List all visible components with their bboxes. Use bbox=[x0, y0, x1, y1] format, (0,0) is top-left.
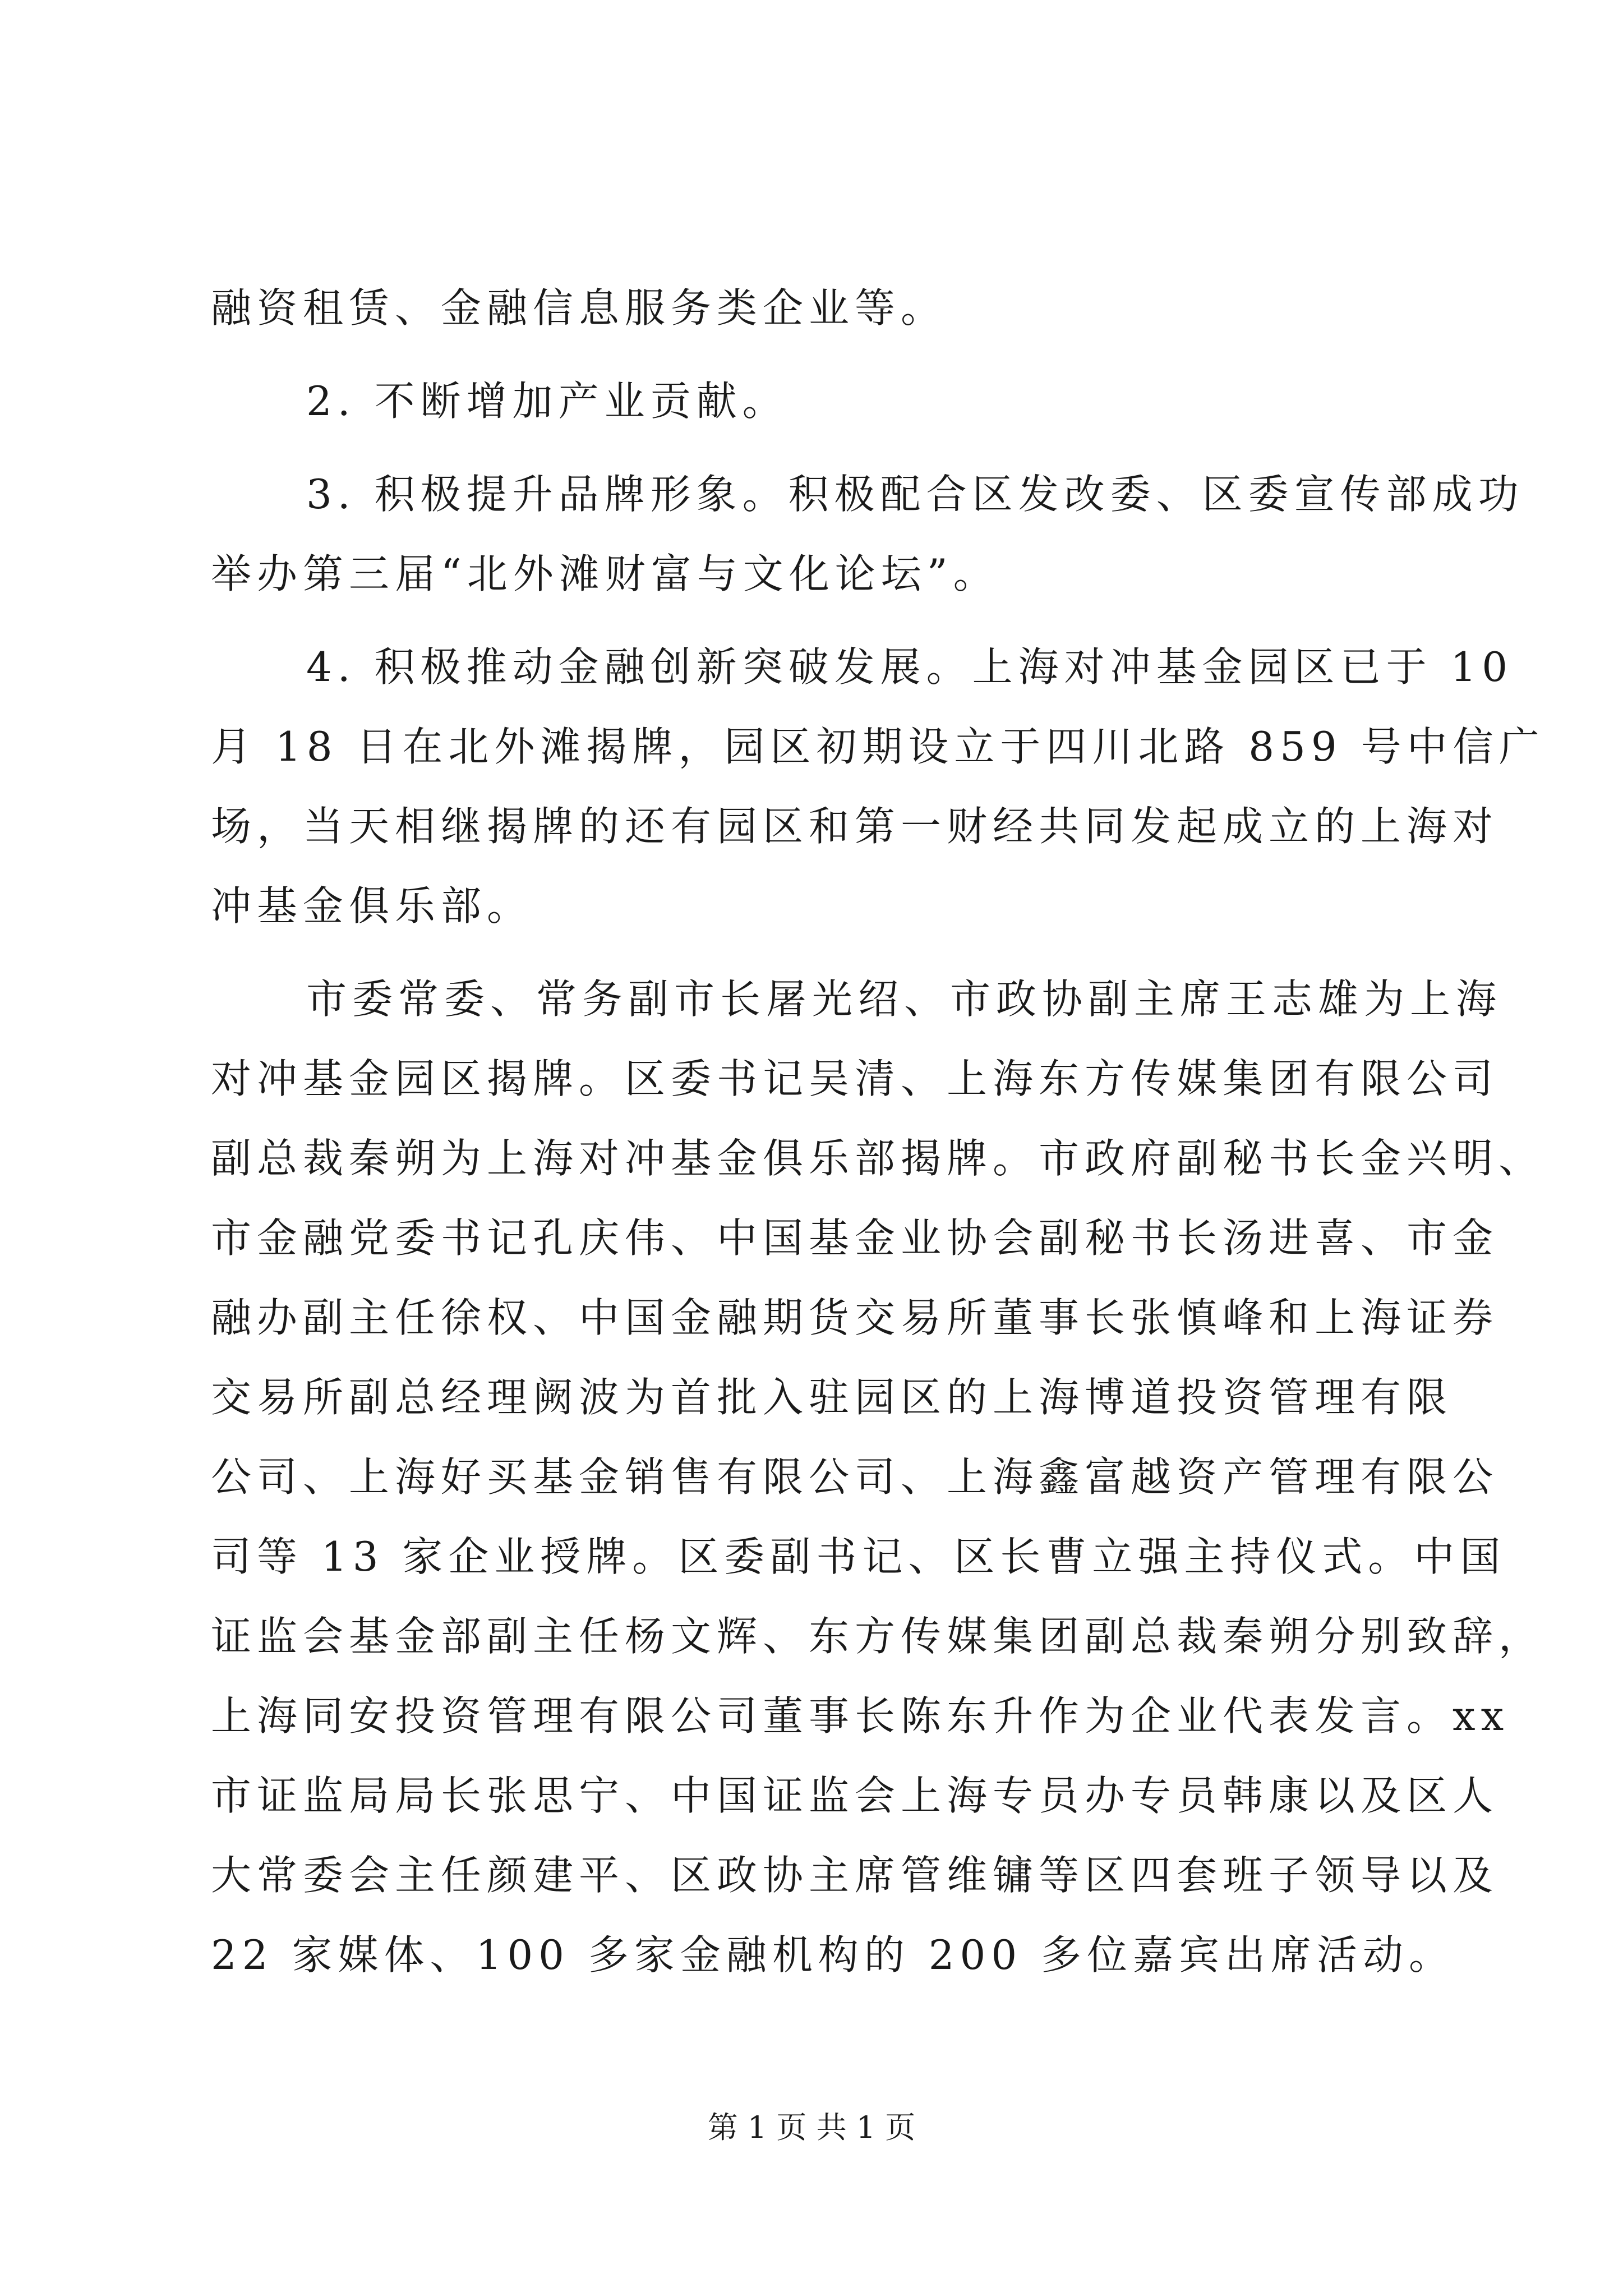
text-line: 3. 积极提升品牌形象。积极配合区发改委、区委宣传部成功 bbox=[306, 471, 1524, 518]
text-line: 融资租赁、金融信息服务类企业等。 bbox=[211, 284, 947, 332]
text-line: 证监会基金部副主任杨文辉、东方传媒集团副总裁秦朔分别致辞， bbox=[211, 1613, 1545, 1660]
page-number-label: 第 1 页 共 1 页 bbox=[707, 2110, 916, 2145]
text-line: 对冲基金园区揭牌。区委书记吴清、上海东方传媒集团有限公司 bbox=[211, 1055, 1499, 1102]
text-line: 市证监局局长张思宁、中国证监会上海专员办专员韩康以及区人 bbox=[211, 1772, 1499, 1819]
text-line: 上海同安投资管理有限公司董事长陈东升作为企业代表发言。xx bbox=[211, 1692, 1510, 1740]
text-line: 月 18 日在北外滩揭牌，园区初期设立于四川北路 859 号中信广 bbox=[211, 723, 1545, 770]
text-line: 公司、上海好买基金销售有限公司、上海鑫富越资产管理有限公 bbox=[211, 1453, 1499, 1501]
text-line: 冲基金俱乐部。 bbox=[211, 882, 533, 930]
body-text bbox=[211, 268, 1545, 1995]
text-line: 融办副主任徐权、中国金融期货交易所董事长张慎峰和上海证券 bbox=[211, 1294, 1499, 1341]
text-line: 场，当天相继揭牌的还有园区和第一财经共同发起成立的上海对 bbox=[211, 803, 1499, 850]
text-line: 大常委会主任颜建平、区政协主席管维镛等区四套班子领导以及 bbox=[211, 1852, 1499, 1899]
text-line: 司等 13 家企业授牌。区委副书记、区长曹立强主持仪式。中国 bbox=[211, 1533, 1506, 1580]
text-line: 4. 积极推动金融创新突破发展。上海对冲基金园区已于 10 bbox=[306, 643, 1514, 691]
text-line: 举办第三届“北外滩财富与文化论坛”。 bbox=[211, 550, 999, 597]
text-line: 副总裁秦朔为上海对冲基金俱乐部揭牌。市政府副秘书长金兴明、 bbox=[211, 1135, 1545, 1182]
text-line: 市委常委、常务副市长屠光绍、市政协副主席王志雄为上海 bbox=[306, 976, 1502, 1023]
page-footer bbox=[0, 2104, 1623, 2147]
text-line: 交易所副总经理阙波为首批入驻园区的上海博道投资管理有限 bbox=[211, 1374, 1453, 1421]
text-line: 2. 不断增加产业贡献。 bbox=[306, 378, 789, 425]
text-line: 市金融党委书记孔庆伟、中国基金业协会副秘书长汤进喜、市金 bbox=[211, 1214, 1499, 1262]
text-line: 22 家媒体、100 多家金融机构的 200 多位嘉宾出席活动。 bbox=[211, 1931, 1455, 1978]
